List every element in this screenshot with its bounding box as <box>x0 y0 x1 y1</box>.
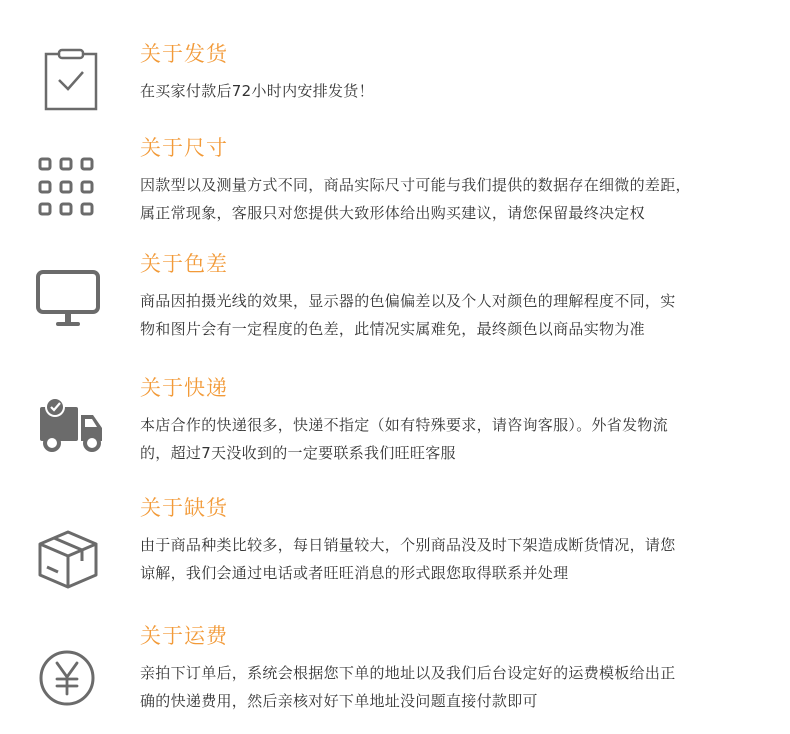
section-description <box>140 77 750 105</box>
section-description <box>140 411 750 467</box>
grid-icon <box>30 147 110 227</box>
description-line: 在买家付款后72小时内安排发货！ <box>140 82 374 100</box>
yen-coin-icon <box>30 648 110 728</box>
description-line: 的，超过7天没收到的一定要联系我们旺旺客服 <box>140 444 456 462</box>
section-title: 关于快递 <box>140 376 228 400</box>
description-line: 确的快递费用，然后亲核对好下单地址没问题直接付款即可 <box>140 692 538 710</box>
description-line: 谅解，我们会通过电话或者旺旺消息的形式跟您取得联系并处理 <box>140 564 569 582</box>
section-shipping-cost <box>0 622 790 734</box>
description-line: 商品因拍摄光线的效果，显示器的色偏偏差以及个人对颜色的理解程度不同，实 <box>140 292 676 310</box>
section-delivery <box>0 374 790 494</box>
description-line: 物和图片会有一定程度的色差，此情况实属难免，最终颜色以商品实物为准 <box>140 320 645 338</box>
delivery-truck-icon <box>30 385 110 465</box>
section-description <box>140 531 750 587</box>
description-line: 属正常现象，客服只对您提供大致形体给出购买建议，请您保留最终决定权 <box>140 204 645 222</box>
section-size <box>0 134 790 254</box>
section-description <box>140 659 750 715</box>
section-out-of-stock <box>0 494 790 614</box>
section-title: 关于发货 <box>140 42 228 66</box>
section-title: 关于缺货 <box>140 496 228 520</box>
description-line: 由于商品种类比较多，每日销量较大，个别商品没及时下架造成断货情况，请您 <box>140 536 676 554</box>
package-box-icon <box>30 528 110 608</box>
section-description <box>140 287 750 343</box>
section-color <box>0 250 790 370</box>
clipboard-check-icon <box>30 44 110 124</box>
description-line: 本店合作的快递很多，快递不指定（如有特殊要求，请咨询客服）。外省发物流 <box>140 416 669 434</box>
section-title: 关于尺寸 <box>140 136 228 160</box>
section-title: 关于运费 <box>140 624 228 648</box>
monitor-icon <box>30 264 110 344</box>
section-title: 关于色差 <box>140 252 228 276</box>
description-line: 亲拍下订单后，系统会根据您下单的地址以及我们后台设定好的运费模板给出正 <box>140 664 676 682</box>
description-line: 因款型以及测量方式不同，商品实际尺寸可能与我们提供的数据存在细微的差距， <box>140 176 691 194</box>
section-description <box>140 171 750 227</box>
